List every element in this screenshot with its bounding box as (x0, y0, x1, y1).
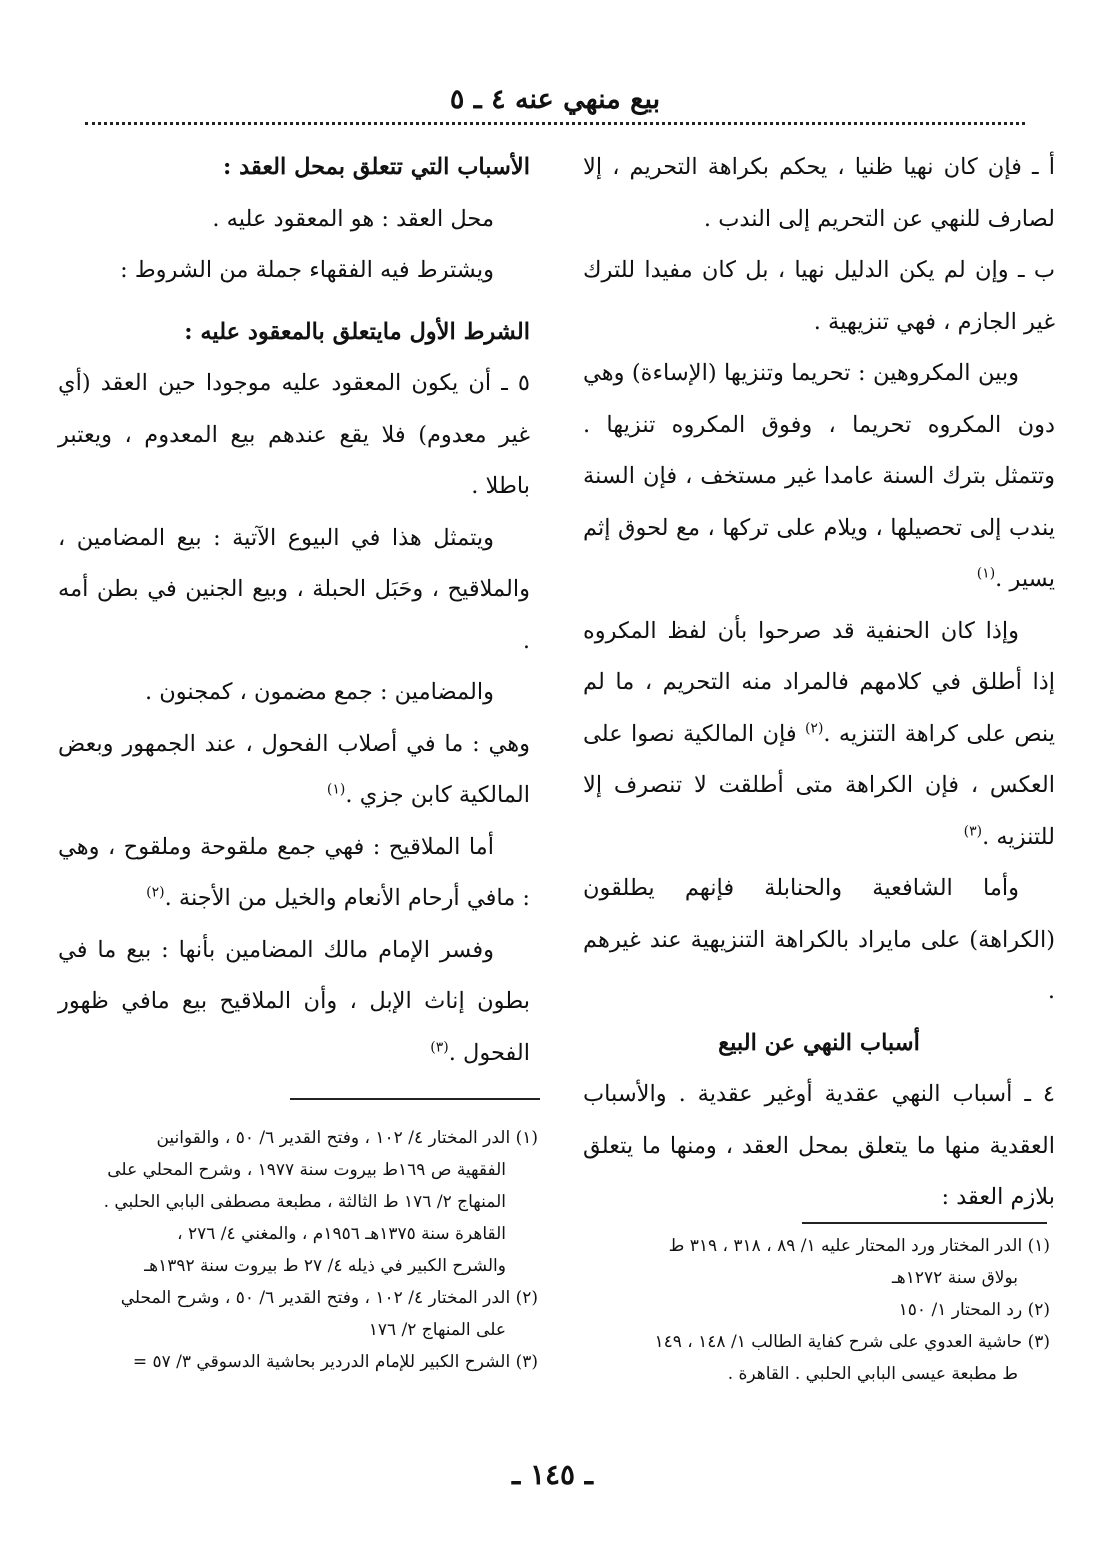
footnote: (٢) الدر المختار ٤/ ١٠٢ ، وفتح القدير ٦/ ٥٠ ، وشرح المحلي (120, 1288, 538, 1308)
footnote-ref: (١) (976, 565, 996, 582)
footnote: (٣) حاشية العدوي على شرح كفاية الطالب ١/ ١٤٨ ، ١٤٩ (654, 1332, 1050, 1352)
footnote-continuation: الفقهية ص ١٦٩ط بيروت سنة ١٩٧٧ ، وشرح المحلي على (107, 1160, 506, 1180)
footnotes-right (570, 1230, 1050, 1390)
footnote-continuation: على المنهاج ٢/ ١٧٦ (368, 1320, 506, 1340)
page-number: ـ ١٤٥ ـ (511, 1458, 594, 1491)
footnote-continuation: القاهرة سنة ١٣٧٥هـ ١٩٥٦م ، والمغني ٤/ ٢٧٦ ، (177, 1224, 506, 1244)
section-heading: الأسباب التي تتعلق بمحل العقد : (223, 154, 530, 180)
paragraph: ٥ ـ أن يكون المعقود عليه موجودا حين العقد (أي غير معدوم) فلا يقع عندهم بيع المعدوم ، ويعتبر باطلا . (58, 370, 530, 499)
paragraph: أما الملاقيح : فهي جمع ملقوحة وملقوح ، وهي : مافي أرحام الأنعام والخيل من الأجنة .$^{(٢)}$ (58, 833, 530, 911)
footnote-ref: (٣) (430, 1039, 449, 1055)
section-heading: أسباب النهي عن البيع (718, 1029, 920, 1056)
footnotes-left (58, 1122, 538, 1378)
paragraph: وهي : ما في أصلاب الفحول ، عند الجمهور وبعض المالكية كابن جزي .$^{(١)}$ (58, 730, 530, 808)
paragraph: ٤ ـ أسباب النهي عقدية أوغير عقدية . والأسباب العقدية منها ما يتعلق بمحل العقد ، ومنها ما يتعلق بلازم العقد : (583, 1081, 1055, 1210)
footnote-continuation: ط مطبعة عيسى البابي الحلبي . القاهرة . (727, 1364, 1018, 1384)
paragraph: وأما الشافعية والحنابلة فإنهم يطلقون (الكراهة) على مايراد بالكراهة التنزيهية عند غيرهم . (583, 875, 1055, 1004)
section-heading: الشرط الأول مايتعلق بالمعقود عليه : (184, 318, 530, 345)
footnote-ref: (٢) (804, 720, 824, 736)
paragraph: ب ـ وإن لم يكن الدليل نهيا ، بل كان مفيدا للترك غير الجازم ، فهي تنزيهية . (583, 257, 1055, 335)
paragraph: أ ـ فإن كان نهيا ظنيا ، يحكم بكراهة التحريم ، إلا لصارف للنهي عن التحريم إلى الندب . (583, 154, 1055, 232)
paragraph: ويشترط فيه الفقهاء جملة من الشروط : (120, 257, 494, 283)
footnote: (٢) رد المحتار ١/ ١٥٠ (898, 1300, 1050, 1320)
footnote: (١) الدر المختار ٤/ ١٠٢ ، وفتح القدير ٦/ ٥٠ ، والقوانين (156, 1128, 538, 1148)
header-dotted-rule (85, 122, 1025, 125)
footnote-rule-right (802, 1222, 1047, 1224)
paragraph: وإذا كان الحنفية قد صرحوا بأن لفظ المكروه إذا أطلق في كلامهم فالمراد منه التحريم ، ما لم ينص على كراهة التنزيه .$^{(٢)}$ فإن المالكية نصوا على العكس ، فإن الكراهة متى أطلقت لا تنصرف إلا للتنزيه .$^{(٣)}$ (583, 617, 1055, 850)
paragraph: ويتمثل هذا في البيوع الآتية : بيع المضامين ، والملاقيح ، وحَبَل الحبلة ، وبيع الجنين في بطن أمه . (58, 524, 530, 654)
footnote: (٣) الشرح الكبير للإمام الدردير بحاشية الدسوقي ٣/ ٥٧ = (132, 1352, 538, 1372)
footnote-rule-left (290, 1098, 540, 1100)
paragraph: محل العقد : هو المعقود عليه . (212, 205, 494, 232)
paragraph: وبين المكروهين : تحريما وتنزيها (الإساءة) وهي دون المكروه تحريما ، وفوق المكروه تنزيها . وتتمثل بترك السنة عامدا غير مستخف ، فإن السنة يندب إلى تحصيلها ، ويلام على تركها ، مع لحوق إثم يسير .$^{(١)}$ (583, 360, 1055, 592)
footnote-continuation: بولاق سنة ١٢٧٢هـ (891, 1268, 1018, 1288)
paragraph: والمضامين : جمع مضمون ، كمجنون . (144, 679, 494, 705)
paragraph: وفسر الإمام مالك المضامين بأنها : بيع ما في بطون إناث الإبل ، وأن الملاقيح بيع مافي ظهور الفحول .$^{(٣)}$ (58, 936, 530, 1066)
footnote-continuation: والشرح الكبير في ذيله ٤/ ٢٧ ط بيروت سنة ١٣٩٢هـ (144, 1256, 506, 1276)
footnote-continuation: المنهاج ٢/ ١٧٦ ط الثالثة ، مطبعة مصطفى البابي الحلبي . (103, 1192, 506, 1212)
footnote-ref: (٢) (146, 884, 165, 901)
right-column (583, 142, 1055, 1224)
running-header: بيع منهي عنه ٤ ـ ٥ (449, 84, 661, 115)
footnote-ref: (٣) (963, 823, 983, 839)
left-column (58, 142, 530, 1079)
footnote: (١) الدر المختار ورد المحتار عليه ١/ ٨٩ ، ٣١٨ ، ٣١٩ ط (668, 1236, 1050, 1256)
footnote-ref: (١) (326, 781, 346, 798)
